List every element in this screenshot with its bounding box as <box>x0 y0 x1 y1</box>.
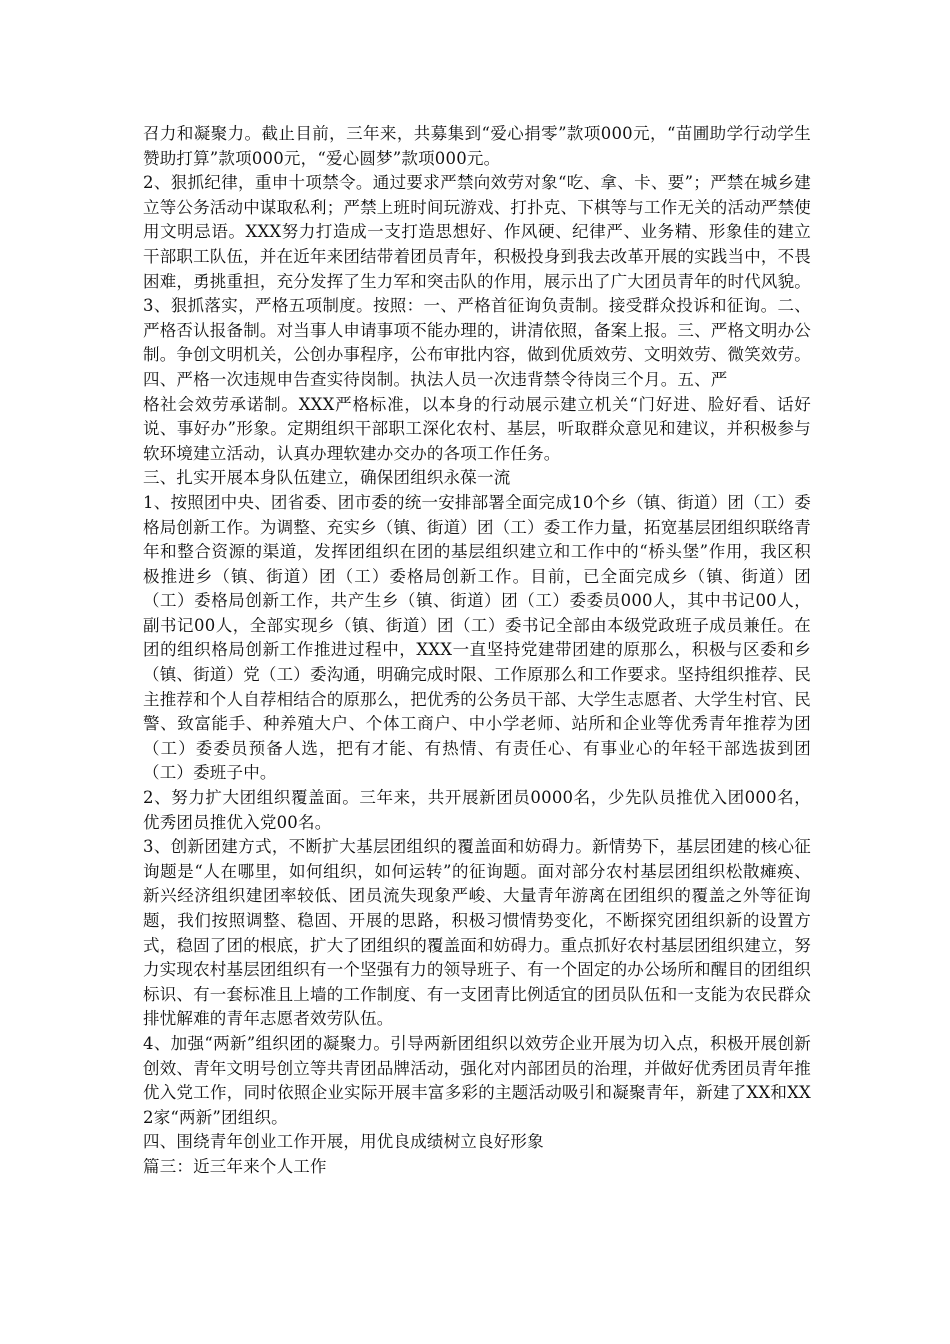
section-heading-youth-entrepreneurship: 四、围绕青年创业工作开展，用优良成绩树立良好形象 <box>143 1132 544 1152</box>
paragraph-coverage-expansion: 2、努力扩大团组织覆盖面。三年来，共开展新团员0000名，少先队员推优入团000名，优秀团员推优入党00名。 <box>143 788 811 832</box>
paragraph-discipline: 2、狠抓纪律，重申十项禁令。通过要求严禁向效劳对象“吃、拿、卡、要”；严禁在城乡建立等公务活动中谋取私利；严禁上班时间玩游戏、打扑克、下棋等与工作无关的活动严禁使用文明忌语。XXX努力打造成一支打造思想好、作风硬、纪律严、业务精、形象佳的建立干部职工队伍，并在近年来团结带着团员青年，积极投身到我去改革开展的实践当中，不畏困难，勇挑重担，充分发挥了生力军和突击队的作用，展示出了广大团员青年的时代风貌。 <box>143 173 811 291</box>
chapter-heading-part-three: 篇三：近三年来个人工作 <box>143 1156 327 1176</box>
paragraph-structure-innovation: 1、按照团中央、团省委、团市委的统一安排部署全面完成10个乡（镇、街道）团（工）委格局创新工作。为调整、充实乡（镇、街道）团（工）委工作力量，拓宽基层团组织联络青年和整合资源的渠道，发挥团组织在团的基层组织建立和工作中的“桥头堡”作用，我区积极推进乡（镇、街道）团（工）委格局创新工作。目前，已全面完成乡（镇、街道）团（工）委格局创新工作，共产生乡（镇、街道）团（工）委委员000人，其中书记00人，副书记00人，全部实现乡（镇、街道）团（工）委书记全部由本级党政班子成员兼任。在团的组织格局创新工作推进过程中，XXX一直坚持党建带团建的原那么，积极与区委和乡（镇、街道）党（工）委沟通，明确完成时限、工作原那么和工作要求。坚持组织推荐、民主推荐和个人自荐相结合的原那么，把优秀的公务员干部、大学生志愿者、大学生村官、民警、致富能手、种养殖大户、个体工商户、中小学老师、站所和企业等优秀青年推荐为团（工）委委员预备人选，把有才能、有热情、有责任心、有事业心的年轻干部选拔到团（工）委班子中。 <box>143 492 811 783</box>
paragraph-five-systems: 3、狠抓落实，严格五项制度。按照：一、严格首征询负责制。接受群众投诉和征询。二、严格否认报备制。对当事人申请事项不能办理的，讲清依照，备案上报。三、严格文明办公制。争创文明机关，公创办事程序，公布审批内容，做到优质效劳、文明效劳、微笑效劳。四、严格一次违规申告查实待岗制。执法人员一次违背禁令待岗三个月。五、严 <box>143 296 811 389</box>
document-body <box>143 122 811 1180</box>
paragraph-two-new-organizations: 4、加强“两新”组织团的凝聚力。引导两新团组织以效劳企业开展为切入点，积极开展创新创效、青年文明号创立等共青团品牌活动，强化对内部团员的治理，并做好优秀团员青年推优入党工作，同时依照企业实际开展丰富多彩的主题活动吸引和凝聚青年，新建了XX和XX2家“两新”团组织。 <box>143 1033 811 1127</box>
paragraph-service-commitment: 格社会效劳承诺制。XXX严格标准，以本身的行动展示建立机关“门好进、脸好看、话好说、事好办”形象。定期组织干部职工深化农村、基层，听取群众意见和建议，并积极参与软环境建立活动，认真办理软建办交办的各项工作任务。 <box>143 394 811 463</box>
paragraph-fundraising-summary: 召力和凝聚力。截止目前，三年来，共募集到“爱心捐零”款项000元，“苗圃助学行动学生赞助打算”款项000元，“爱心圆梦”款项000元。 <box>143 124 811 168</box>
section-heading-team-building: 三、扎实开展本身队伍建立，确保团组织永葆一流 <box>143 468 511 488</box>
paragraph-new-methods: 3、创新团建方式，不断扩大基层团组织的覆盖面和妨碍力。新情势下，基层团建的核心征询题是“人在哪里，如何组织，如何运转”的征询题。面对部分农村基层团组织松散瘫痪、新兴经济组织建团率较低、团员流失现象严峻、大量青年游离在团组织的覆盖之外等征询题，我们按照调整、稳固、开展的思路，积极习惯情势变化，不断探究团组织新的设置方式，稳固了团的根底，扩大了团组织的覆盖面和妨碍力。重点抓好农村基层团组织建立，努力实现农村基层团组织有一个坚强有力的领导班子、有一个固定的办公场所和醒目的团组织标识、有一套标准且上墙的工作制度、有一支团青比例适宜的团员队伍和一支能为农民群众排忧解难的青年志愿者效劳队伍。 <box>143 837 811 1029</box>
